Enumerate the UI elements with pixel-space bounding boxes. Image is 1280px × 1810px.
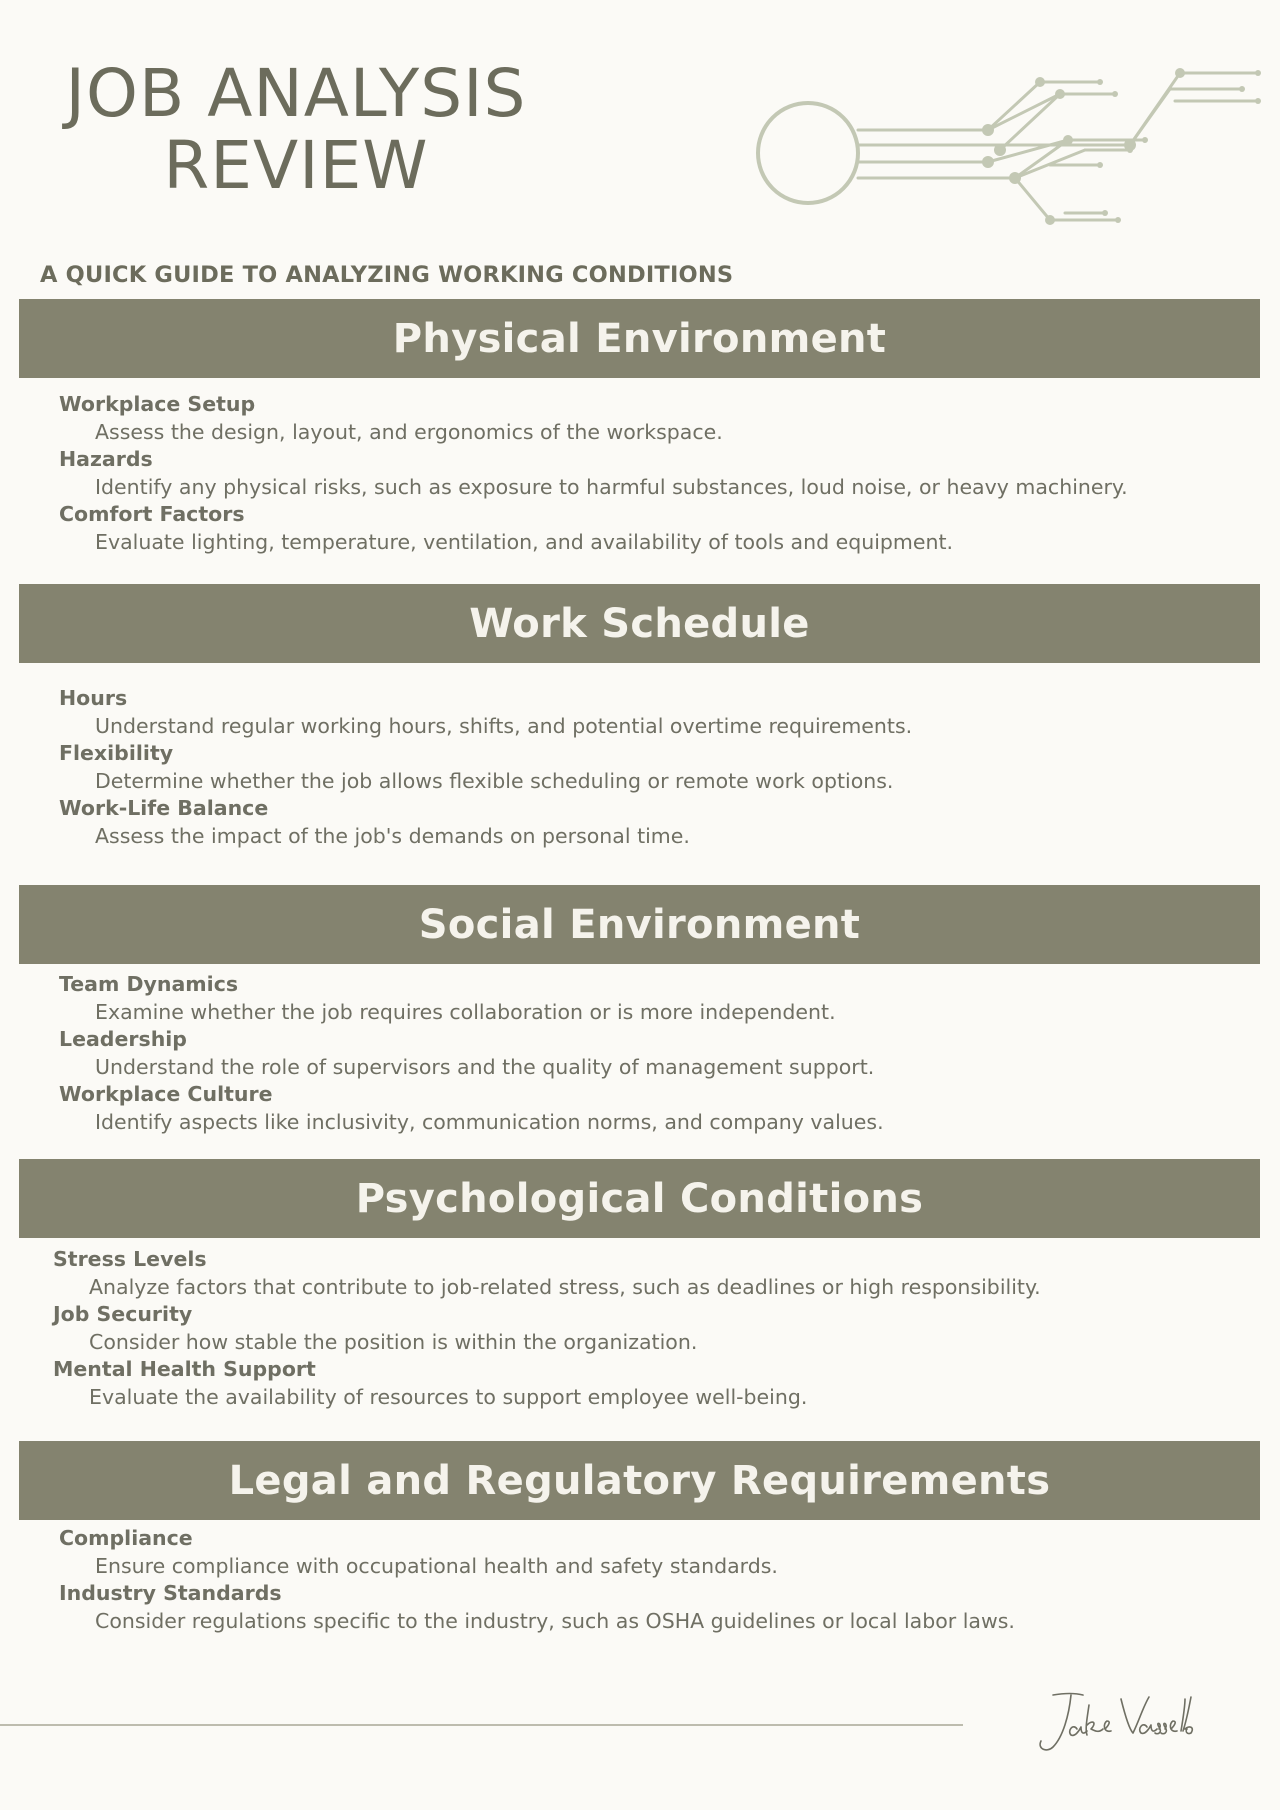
footer-divider [0, 1724, 963, 1726]
item-description: Evaluate lighting, temperature, ventilation, and availability of tools and equipment. [95, 530, 954, 554]
item-description: Examine whether the job requires collaboration or is more independent. [95, 1000, 836, 1024]
item-heading: Industry Standards [59, 1581, 282, 1605]
item-description: Assess the design, layout, and ergonomics of the workspace. [95, 420, 723, 444]
item-heading: Workplace Setup [59, 392, 256, 416]
page-title [56, 55, 536, 204]
page-title-line2: REVIEW [163, 127, 429, 204]
item-heading: Comfort Factors [59, 502, 245, 526]
item-heading: Work-Life Balance [59, 796, 269, 820]
section-body-work-schedule [59, 685, 1250, 850]
section-title: Work Schedule [469, 600, 810, 647]
item-heading: Job Security [53, 1302, 193, 1326]
section-body-psychological-conditions [53, 1246, 1250, 1411]
item-description: Consider regulations specific to the industry, such as OSHA guidelines or local labor laws. [95, 1609, 1015, 1633]
item-description: Analyze factors that contribute to job-related stress, such as deadlines or high responsibility. [89, 1275, 1041, 1299]
item-description: Evaluate the availability of resources to support employee well-being. [89, 1385, 808, 1409]
signature-icon [1025, 1685, 1195, 1765]
section-title: Social Environment [418, 901, 861, 948]
item-heading: Compliance [59, 1526, 193, 1550]
section-header-legal-regulatory [19, 1441, 1260, 1520]
section-body-physical-environment [59, 391, 1250, 556]
section-title: Physical Environment [392, 315, 887, 362]
item-description: Determine whether the job allows flexible scheduling or remote work options. [95, 769, 894, 793]
item-description: Understand the role of supervisors and the quality of management support. [95, 1055, 875, 1079]
item-heading: Hazards [59, 447, 153, 471]
section-header-physical-environment [19, 299, 1260, 378]
section-header-work-schedule [19, 584, 1260, 663]
item-heading: Flexibility [59, 741, 174, 765]
item-description: Ensure compliance with occupational health and safety standards. [95, 1554, 778, 1578]
circuit-icon [750, 60, 1270, 240]
page-subtitle: A QUICK GUIDE TO ANALYZING WORKING CONDITIONS [40, 262, 734, 288]
item-description: Consider how stable the position is within the organization. [89, 1330, 698, 1354]
item-description: Understand regular working hours, shifts, and potential overtime requirements. [95, 714, 913, 738]
item-heading: Leadership [59, 1027, 187, 1051]
item-heading: Hours [59, 686, 128, 710]
item-heading: Workplace Culture [59, 1082, 273, 1106]
section-body-social-environment [59, 971, 1250, 1136]
item-heading: Stress Levels [53, 1247, 207, 1271]
item-description: Identify any physical risks, such as exposure to harmful substances, loud noise, or heavy machinery. [95, 475, 1128, 499]
section-title: Psychological Conditions [355, 1175, 924, 1222]
section-body-legal-regulatory [59, 1525, 1250, 1635]
item-heading: Mental Health Support [53, 1357, 316, 1381]
section-header-psychological-conditions [19, 1159, 1260, 1238]
page-title-line1: JOB ANALYSIS [65, 55, 527, 132]
item-heading: Team Dynamics [59, 972, 239, 996]
section-title: Legal and Regulatory Requirements [228, 1457, 1051, 1504]
item-description: Identify aspects like inclusivity, communication norms, and company values. [95, 1110, 884, 1134]
item-description: Assess the impact of the job's demands on personal time. [95, 824, 690, 848]
section-header-social-environment [19, 885, 1260, 964]
